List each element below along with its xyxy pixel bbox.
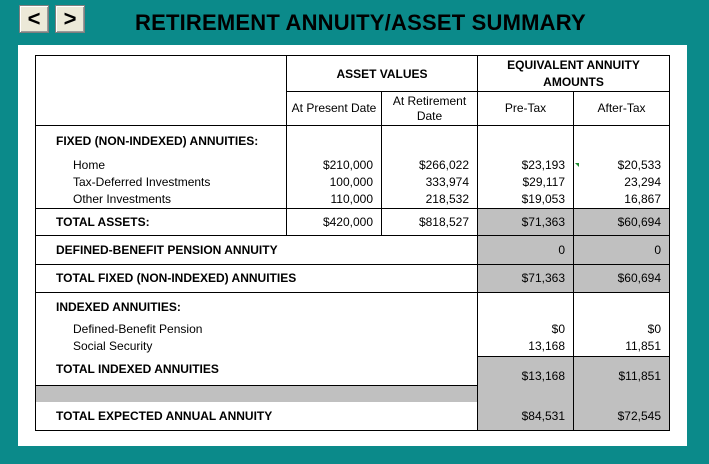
- fixed-items-row: [36, 157, 670, 209]
- total-indexed-row: [36, 356, 670, 385]
- total-fixed-row: [36, 264, 670, 292]
- summary-table: [35, 55, 670, 431]
- header-row-top: [36, 56, 670, 92]
- previous-button[interactable]: <: [19, 5, 49, 33]
- present-value: 110,000: [330, 191, 373, 206]
- aftertax-value: 16,867: [624, 191, 661, 206]
- indexed-item-label: Social Security: [73, 339, 153, 353]
- total-fixed-label: TOTAL FIXED (NON-INDEXED) ANNUITIES: [36, 264, 478, 292]
- pretax-value: 13,168: [528, 339, 565, 353]
- total-assets-pretax: $71,363: [478, 208, 574, 235]
- total-assets-retirement: $818,527: [382, 208, 478, 235]
- total-indexed-pretax: $13,168: [478, 356, 574, 385]
- total-assets-aftertax: $60,694: [574, 208, 670, 235]
- aftertax-value: 11,851: [625, 339, 661, 353]
- fixed-item-label: Other Investments: [73, 191, 172, 206]
- total-indexed-aftertax: $11,851: [574, 356, 670, 385]
- fixed-annuities-heading: FIXED (NON-INDEXED) ANNUITIES:: [36, 126, 287, 157]
- pretax-value: $23,193: [521, 157, 565, 172]
- db-pension-pretax: 0: [478, 235, 574, 264]
- retirement-value: 333,974: [425, 174, 469, 189]
- aftertax-header: After-Tax: [574, 92, 670, 126]
- fixed-item-label: Home: [73, 157, 106, 172]
- pretax-value: $19,053: [521, 191, 565, 206]
- total-assets-row: [36, 208, 670, 235]
- indexed-items-row: [36, 321, 670, 356]
- total-expected-pretax: $84,531: [478, 402, 574, 430]
- pretax-value: $29,117: [522, 174, 565, 189]
- pretax-header: Pre-Tax: [478, 92, 574, 126]
- total-expected-row: [36, 402, 670, 430]
- present-value: $210,000: [322, 157, 373, 172]
- total-expected-label: TOTAL EXPECTED ANNUAL ANNUITY: [36, 402, 478, 430]
- equivalent-annuity-header: EQUIVALENT ANNUITY AMOUNTS: [478, 56, 670, 92]
- retirement-date-header: At Retirement Date: [382, 92, 478, 126]
- indexed-heading-row: [36, 292, 670, 321]
- fixed-heading-row: [36, 126, 670, 157]
- pretax-value: $0: [551, 322, 565, 336]
- aftertax-value: $20,533: [617, 157, 661, 172]
- header-row-sub: [36, 92, 670, 126]
- total-expected-aftertax: $72,545: [574, 402, 670, 430]
- asset-values-header: ASSET VALUES: [287, 56, 478, 92]
- retirement-value: 218,532: [425, 191, 469, 206]
- present-date-header: At Present Date: [287, 92, 382, 126]
- db-pension-aftertax: 0: [574, 235, 670, 264]
- page-title: RETIREMENT ANNUITY/ASSET SUMMARY: [135, 10, 586, 35]
- retirement-value: $266,022: [418, 157, 469, 172]
- separator-row: [36, 385, 670, 402]
- summary-panel: [18, 45, 687, 446]
- total-fixed-aftertax: $60,694: [574, 264, 670, 292]
- separator-bar: [36, 385, 478, 402]
- aftertax-value: 23,294: [624, 174, 661, 189]
- total-fixed-pretax: $71,363: [478, 264, 574, 292]
- total-assets-present: $420,000: [287, 208, 382, 235]
- indexed-annuities-heading: INDEXED ANNUITIES:: [36, 292, 478, 321]
- total-indexed-label: TOTAL INDEXED ANNUITIES: [36, 356, 478, 385]
- comment-marker-icon: [575, 163, 579, 167]
- fixed-item-label: Tax-Deferred Investments: [73, 174, 211, 189]
- indexed-item-label: Defined-Benefit Pension: [73, 322, 203, 336]
- total-assets-label: TOTAL ASSETS:: [36, 208, 287, 235]
- present-value: 100,000: [329, 174, 373, 189]
- next-button[interactable]: >: [55, 5, 85, 33]
- db-pension-row: [36, 235, 670, 264]
- aftertax-value: $0: [647, 322, 661, 336]
- db-pension-label: DEFINED-BENEFIT PENSION ANNUITY: [36, 235, 478, 264]
